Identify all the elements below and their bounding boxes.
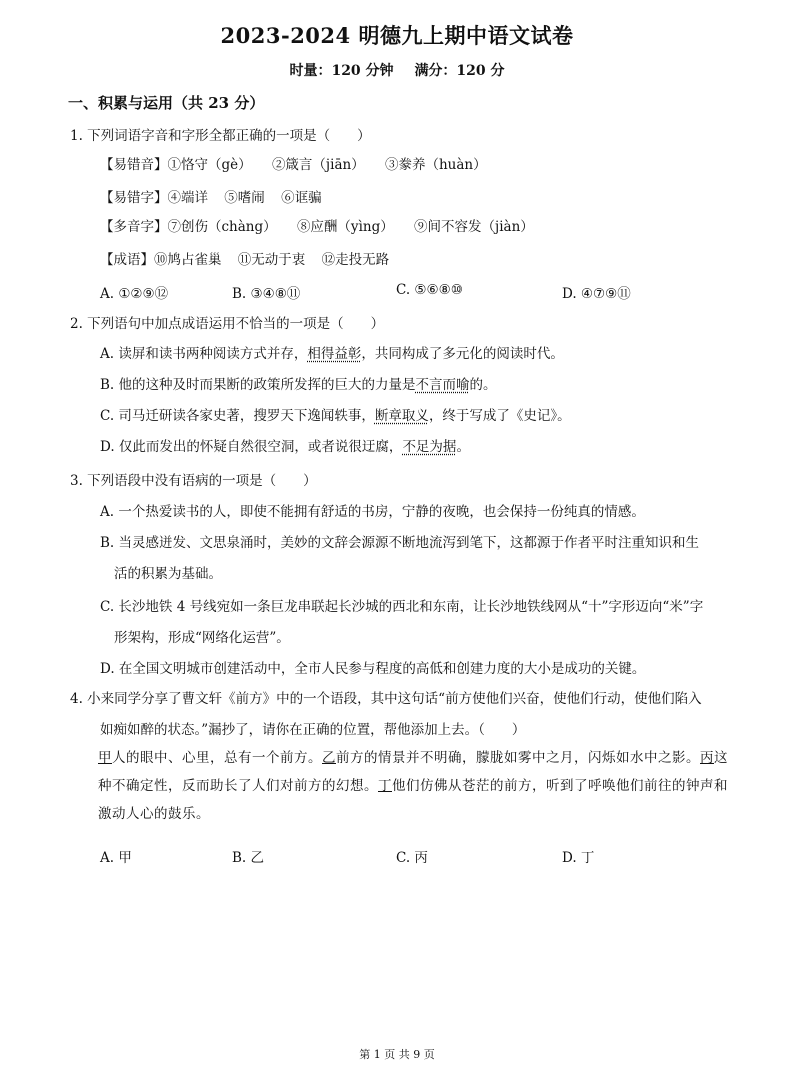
section-heading: 一、积累与运用（共 23 分）	[68, 94, 265, 112]
q1-item: ⑤嗜闹	[224, 190, 265, 206]
q4-stem: 4. 小来同学分享了曹文轩《前方》中的一个语段，其中这句话“前方使他们兴奋，使他们行动，使他们陷入	[70, 691, 702, 707]
q4-option-c[interactable]: C. 丙	[396, 850, 428, 866]
q2-b-text-end: 的。	[469, 377, 497, 393]
q2-a-text-end: ，共同构成了多元化的阅读时代。	[361, 346, 564, 362]
q1-item: ⑨间不容发（jiàn）	[414, 219, 534, 235]
q1-row1-tag: 【易错音】	[100, 157, 168, 173]
q1-item: ③豢养（huàn）	[384, 157, 487, 173]
q3-stem: 3. 下列语段中没有语病的一项是（ ）	[70, 473, 317, 489]
q2-a-text: A. 读屏和读书两种阅读方式并存，	[100, 346, 308, 362]
q1-item: ⑫走投无路	[321, 252, 390, 268]
passage-sentence: 这种不确定性，反而助长了人们对前方的幻想。	[98, 750, 728, 794]
passage-sentence: 他们仿佛从苍茫的前方，听到了呼唤他们前往的钟声和激动人心的鼓乐。	[98, 778, 728, 822]
q3-option-b[interactable]: B. 当灵感迸发、文思泉涌时，美妙的文辞会源源不断地流泻到笔下，这都源于作者平时注重知识和生	[100, 535, 700, 551]
q1-item: ④端详	[167, 190, 208, 206]
q1-option-d[interactable]: D. ④⑦⑨⑪	[562, 286, 631, 302]
q1-row4-tag: 【成语】	[100, 252, 154, 268]
q1-row1	[100, 153, 487, 173]
q2-option-b[interactable]	[100, 373, 497, 393]
q2-c-idiom: 断章取义	[374, 408, 429, 424]
q1-item: ⑧应酬（yìng）	[296, 219, 394, 235]
q1-row2-tag: 【易错字】	[100, 190, 168, 206]
q2-d-text: D. 仅此而发出的怀疑自然很空洞，或者说很迂腐，	[100, 439, 403, 455]
q2-option-c[interactable]	[100, 404, 571, 424]
page-footer: 第 1 页 共 9 页	[359, 1048, 435, 1061]
q2-d-text-end: 。	[456, 439, 470, 455]
marker-yi: 乙	[322, 750, 336, 766]
marker-ding: 丁	[378, 778, 392, 794]
q2-c-text-end: ，终于写成了《史记》。	[428, 408, 571, 424]
q1-row4	[100, 248, 389, 268]
full-score: 满分：120 分	[414, 63, 505, 79]
q1-option-c[interactable]: C. ⑤⑥⑧⑩	[396, 282, 463, 298]
q1-item: ②箴言（jiān）	[271, 157, 365, 173]
passage-sentence: 前方的情景并不明确，朦胧如雾中之月，闪烁如水中之影。	[336, 750, 700, 766]
q2-b-text: B. 他的这种及时而果断的政策所发挥的巨大的力量是	[100, 377, 416, 393]
q2-a-idiom: 相得益彰	[307, 346, 362, 362]
marker-bing: 丙	[700, 750, 714, 766]
q1-option-b[interactable]: B. ③④⑧⑪	[232, 286, 301, 302]
q4-option-d[interactable]: D. 丁	[562, 850, 595, 866]
q4-option-b[interactable]: B. 乙	[232, 850, 265, 866]
q4-stem-cont: 如痴如醉的状态。”漏抄了，请你在正确的位置，帮他添加上去。（ ）	[100, 722, 526, 738]
q1-item: ⑪无动于衷	[237, 252, 306, 268]
q2-b-idiom: 不言而喻	[415, 377, 470, 393]
q2-stem: 2. 下列语句中加点成语运用不恰当的一项是（ ）	[70, 316, 385, 332]
q4-option-a[interactable]: A. 甲	[100, 850, 132, 866]
q1-item: ⑥诓骗	[281, 190, 322, 206]
q4-passage	[98, 744, 738, 828]
q3-option-b-cont: 活的积累为基础。	[114, 566, 222, 582]
q2-option-a[interactable]	[100, 342, 564, 362]
q3-option-c-cont: 形架构，形成“网络化运营”。	[114, 630, 290, 646]
q1-item: ⑩鸠占雀巢	[154, 252, 222, 268]
marker-jia: 甲	[98, 750, 112, 766]
q2-d-idiom: 不足为据	[402, 439, 457, 455]
q1-item: ⑦创伤（chàng）	[167, 219, 277, 235]
passage-sentence: 人的眼中、心里，总有一个前方。	[112, 750, 322, 766]
q1-stem: 1. 下列词语字音和字形全都正确的一项是（ ）	[70, 128, 371, 144]
q1-row3	[100, 215, 534, 235]
q1-item: ①恪守（gè）	[167, 157, 252, 173]
exam-subtitle	[0, 60, 794, 80]
q1-row2	[100, 186, 322, 206]
q2-c-text: C. 司马迁研读各家史著，搜罗天下逸闻轶事，	[100, 408, 375, 424]
q3-option-a[interactable]: A. 一个热爱读书的人，即使不能拥有舒适的书房，宁静的夜晚，也会保持一份纯真的情感。	[100, 504, 645, 520]
q1-row3-tag: 【多音字】	[100, 219, 168, 235]
exam-title: 2023-2024 明德九上期中语文试卷	[220, 23, 574, 48]
q3-option-c[interactable]: C. 长沙地铁 4 号线宛如一条巨龙串联起长沙城的西北和东南，让长沙地铁线网从“十”字形迈向“米”字	[100, 599, 704, 615]
q3-option-d[interactable]: D. 在全国文明城市创建活动中，全市人民参与程度的高低和创建力度的大小是成功的关键。	[100, 661, 646, 677]
time-limit: 时量：120 分钟	[289, 63, 394, 79]
q2-option-d[interactable]	[100, 435, 470, 455]
q1-option-a[interactable]: A. ①②⑨⑫	[100, 286, 169, 302]
